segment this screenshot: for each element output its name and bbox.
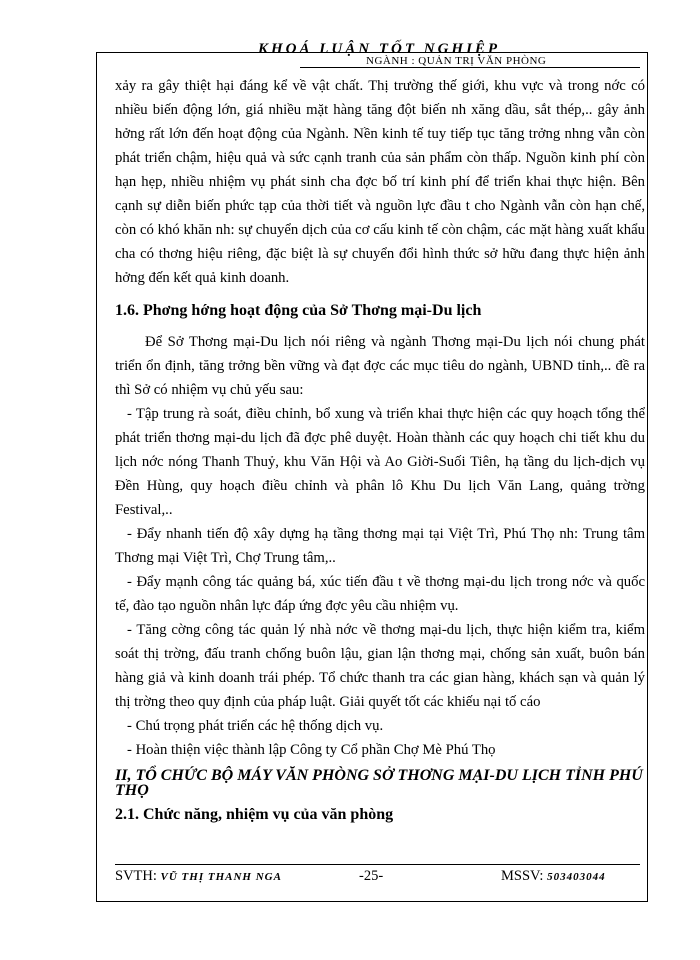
mssv-label: MSSV: — [501, 868, 544, 884]
paragraph-intro: Để Sở Thơng mại-Du lịch nói riêng và ngành Thơng mại-Du lịch nói chung phát triển ổn định, tăng trởng bền vững và đạt đợc các mục tiêu do ngành, UBND tỉnh,.. đề ra thì Sở có nhiệm vụ chủ yếu sau: — [115, 334, 645, 398]
task-item: - Chú trọng phát triển các hệ thống dịch vụ. — [127, 718, 384, 734]
header-divider — [300, 67, 640, 68]
document-body — [115, 74, 645, 834]
student-id: 503403044 — [547, 871, 606, 883]
header-title: KHOÁ LUẬN TỐT NGHIỆP — [258, 41, 501, 57]
task-item: - Đẩy mạnh công tác quảng bá, xúc tiến đầu t về thơng mại-du lịch trong nớc và quốc tế, đào tạo nguồn nhân lực đáp ứng đợc yêu cầu nhiệm vụ. — [115, 574, 645, 614]
footer-student — [115, 868, 282, 885]
paragraph-context: xảy ra gây thiệt hại đáng kể về vật chất. Thị trường thế giới, khu vực và trong nớc có nhiều biến động lớn, giá nhiều mặt hàng tăng đột biến nh xăng dầu, sắt thép,.. gây ảnh hởng rất lớn đến hoạt động của Ngành. Nền kinh tế tuy tiếp tục tăng trởng nhng vẫn còn phát triển chậm, hiệu quả và sức cạnh tranh của sản phẩm còn thấp. Nguồn kinh phí còn hạn hẹp, nhiều nhiệm vụ phát sinh cha đợc bố trí kinh phí để triển khai thực hiện. Bên cạnh sự diễn biến phức tạp của thời tiết và nguồn lực đầu t cho Ngành vẫn còn hạn chế, còn có khó khăn nh: sự chuyển dịch của cơ cấu kinh tế còn chậm, các mặt hàng xuất khẩu cha có thơng hiệu riêng, đặc biệt là sự chuyển đổi hình thức sở hữu đang thực hiện ảnh hởng đến kết quả kinh doanh. — [115, 78, 645, 286]
task-item: - Đẩy nhanh tiến độ xây dựng hạ tầng thơng mại tại Việt Trì, Phú Thọ nh: Trung tâm Thơng mại Việt Trì, Chợ Trung tâm,.. — [115, 526, 645, 566]
task-item: - Hoàn thiện việc thành lập Công ty Cổ phần Chợ Mè Phú Thọ — [127, 742, 496, 758]
footer-id — [501, 868, 606, 885]
footer-divider — [115, 864, 640, 865]
section-heading-1-6: 1.6. Phơng hớng hoạt động của Sở Thơng mại-Du lịch — [115, 302, 482, 319]
svth-label: SVTH: — [115, 868, 157, 884]
task-item: - Tập trung rà soát, điều chỉnh, bổ xung và triển khai thực hiện các quy hoạch tổng thể phát triển thơng mại-du lịch đã đợc phê duyệt. Hoàn thành các quy hoạch chi tiết khu du lịch nớc nóng Thanh Thuỷ, khu Văn Hội và Ao Giời-Suối Tiên, hạ tầng du lịch-dịch vụ Đền Hùng, quy hoạch điều chỉnh và phân lô Khu Du lịch Văn Lang, quảng trờng Festival,.. — [115, 406, 645, 518]
page-number: -25- — [359, 868, 384, 884]
student-name: VŨ THỊ THANH NGA — [160, 871, 282, 883]
section-heading-2-1: 2.1. Chức năng, nhiệm vụ của văn phòng — [115, 806, 394, 823]
header-subtitle: NGÀNH : QUẢN TRỊ VĂN PHÒNG — [366, 55, 547, 67]
part-heading-II: II, TỔ CHỨC BỘ MÁY VĂN PHÒNG SỞ THƠNG MẠI-DU LỊCH TỈNH PHÚ THỌ — [115, 767, 643, 799]
task-item: - Tăng cờng công tác quản lý nhà nớc về thơng mại-du lịch, thực hiện kiểm tra, kiểm soát thị trờng, đấu tranh chống buôn lậu, gian lận thơng mại, chống sản xuất, buôn bán hàng giả và kinh doanh trái phép. Tổ chức thanh tra các gian hàng, khách sạn và quản lý thị trờng theo quy định của pháp luật. Giải quyết tốt các khiếu nại tố cáo — [115, 622, 645, 710]
